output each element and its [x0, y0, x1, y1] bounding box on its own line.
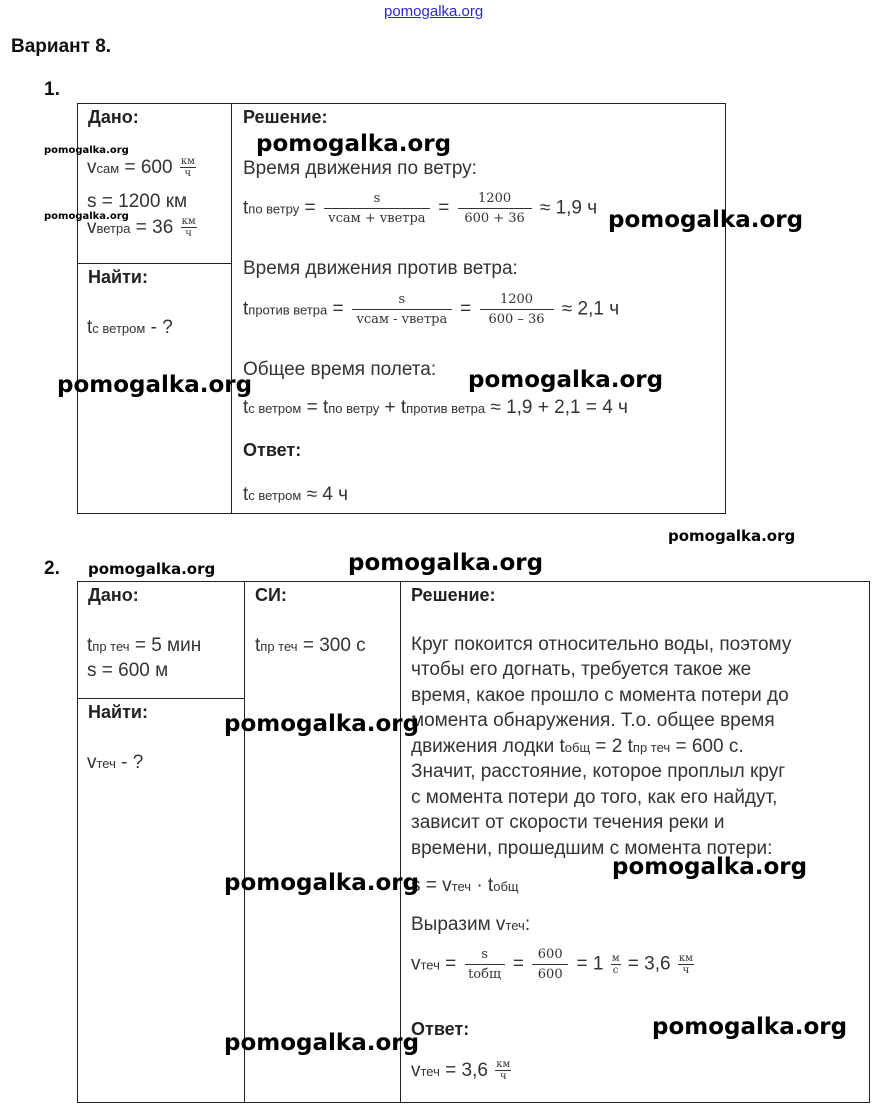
task2-para-line-4: момента обнаружения. Т.о. общее время	[411, 710, 775, 731]
watermark: pomogalka.org	[652, 1014, 848, 1040]
task1-equation-against-wind: tпротив ветра = $\frac{s}{\text{vсам - vветра}}$ = $\frac{1200}{600 - 36}$ ≈ 2,1 ч	[243, 292, 620, 327]
task1-answer-title: Ответ:	[243, 440, 302, 460]
task2-find-title: Найти:	[88, 702, 148, 722]
task2-equation-s: s = vтеч · tобщ	[411, 875, 519, 896]
task2-para-line-7: с момента потери до того, как его найдут,	[411, 787, 778, 808]
page-title: Вариант 8.	[11, 36, 112, 57]
task2-si-title: СИ:	[255, 585, 287, 605]
task1-equation-total: tс ветром = tпо ветру + tпротив ветра ≈ 1,9 + 2,1 = 4 ч	[243, 397, 628, 418]
watermark: pomogalka.org	[256, 131, 452, 157]
watermark-medium: pomogalka.org	[88, 560, 216, 578]
watermark-small: pomogalka.org	[44, 211, 129, 222]
watermark: pomogalka.org	[348, 550, 544, 576]
task1-row-divider	[77, 263, 232, 264]
watermark: pomogalka.org	[608, 207, 804, 233]
task1-given-title: Дано:	[88, 107, 139, 127]
task2-answer-title: Ответ:	[411, 1019, 470, 1039]
watermark: pomogalka.org	[612, 854, 808, 880]
task1-column-divider	[231, 103, 232, 513]
task1-number: 1.	[44, 79, 60, 100]
task2-para-line-2: чтобы его догнать, требуется такое же	[411, 659, 752, 680]
watermark-medium: pomogalka.org	[668, 527, 796, 545]
task1-given-v-sam: vсам = 600 $\frac{км}{ч}$	[87, 156, 195, 179]
watermark: pomogalka.org	[224, 1030, 420, 1056]
task1-line-total: Общее время полета:	[243, 359, 437, 380]
watermark-small: pomogalka.org	[44, 145, 129, 156]
task2-para-line-8: зависит от скорости течения реки и	[411, 812, 725, 833]
task2-given-s: s = 600 м	[87, 660, 169, 681]
watermark: pomogalka.org	[224, 870, 420, 896]
task1-line-with-wind: Время движения по ветру:	[243, 158, 477, 179]
site-header-link[interactable]: pomogalka.org	[384, 3, 484, 20]
task1-given-v-wind: vветра = 36 $\frac{км}{ч}$	[87, 216, 196, 239]
task2-equation-v: vтеч = $\frac{s}{\text{tобщ}}$ = $\frac{600}{600}$ = 1 $\frac{м}{с}$ = 3,6 $\frac{км}{ч}$	[411, 947, 693, 982]
task2-para-line-1: Круг покоится относительно воды, поэтому	[411, 634, 792, 655]
task2-para-line-6: Значит, расстояние, которое проплыл круг	[411, 761, 786, 782]
task2-para-line-3: время, какое прошло с момента потери до	[411, 685, 789, 706]
task2-find-value: vтеч - ?	[87, 752, 144, 773]
task2-express-line: Выразим vтеч:	[411, 914, 531, 935]
task1-solution-title: Решение:	[243, 107, 328, 127]
task2-solution-title: Решение:	[411, 585, 496, 605]
task1-equation-with-wind: tпо ветру = $\frac{s}{\text{vсам + vветра}}$ = $\frac{1200}{600 + 36}$ ≈ 1,9 ч	[243, 191, 598, 226]
task2-given-title: Дано:	[88, 585, 139, 605]
task1-find-value: tс ветром - ?	[87, 317, 173, 338]
task2-para-line-9: времени, прошедшим с момента потери:	[411, 838, 773, 859]
watermark: pomogalka.org	[224, 711, 420, 737]
watermark: pomogalka.org	[57, 372, 253, 398]
task2-para-line-5: движения лодки tобщ = 2 tпр теч = 600 с.	[411, 736, 744, 757]
task2-given-t: tпр теч = 5 мин	[87, 635, 202, 656]
task2-answer-value: vтеч = 3,6 $\frac{км}{ч}$	[411, 1059, 511, 1082]
task2-row-divider	[77, 698, 245, 699]
watermark: pomogalka.org	[468, 367, 664, 393]
task1-line-against-wind: Время движения против ветра:	[243, 258, 518, 279]
task1-find-title: Найти:	[88, 267, 148, 287]
task1-given-s: s = 1200 км	[87, 191, 188, 212]
task2-column-divider-1	[244, 581, 245, 1102]
task1-answer-value: tс ветром ≈ 4 ч	[243, 484, 349, 505]
task2-column-divider-2	[400, 581, 401, 1102]
task2-number: 2.	[44, 558, 60, 579]
task2-si-value: tпр теч = 300 с	[255, 635, 366, 656]
